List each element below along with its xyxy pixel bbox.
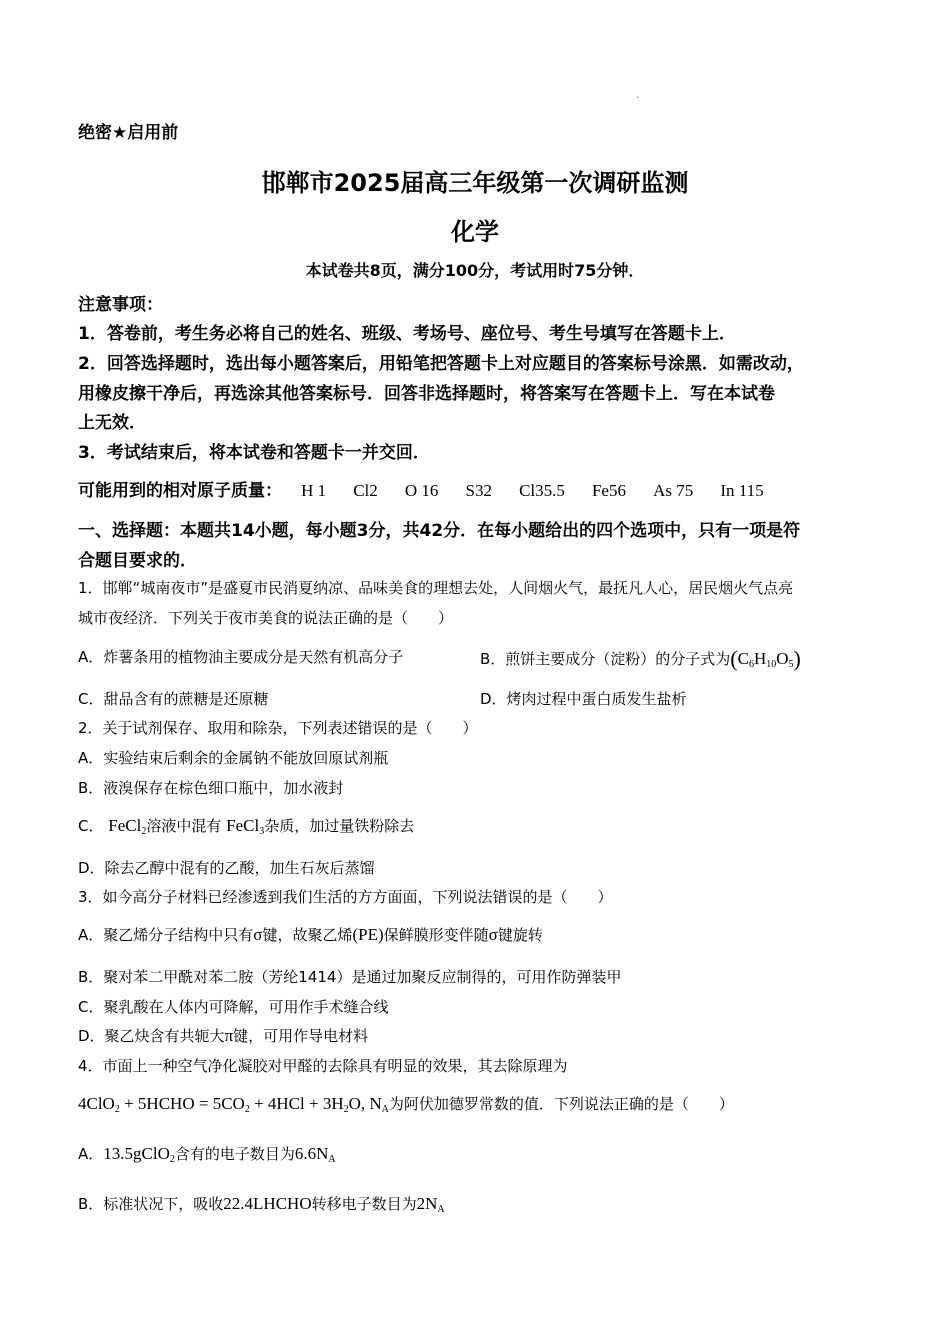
formula-subscript: 10 <box>766 659 777 670</box>
formula-paren-open: ( <box>730 646 738 671</box>
q1-option-d: D．烤肉过程中蛋白质发生盐析 <box>480 690 687 708</box>
q4-option-b-text: B．标准状况下，吸收 <box>78 1195 224 1213</box>
q3-stem: 3．如今高分子材料已经渗透到我们生活的方方面面，下列说法错误的是（ ） <box>78 888 613 906</box>
q3-option-a <box>78 924 543 945</box>
atomic-mass-label: 可能用到的相对原子质量： <box>78 481 282 501</box>
q2-option-c-label: C． <box>78 817 104 835</box>
q3-option-b: B．聚对苯二甲酰对苯二胺（芳纶1414）是通过加聚反应制得的，可用作防弹装甲 <box>78 968 622 986</box>
equation-subscript: 2 <box>114 1104 120 1115</box>
formula-element: C <box>737 649 749 668</box>
q2-option-d: D．除去乙醇中混有的乙酸，加生石灰后蒸馏 <box>78 859 375 877</box>
formula-element: H <box>753 649 767 668</box>
q1-option-b-text: B．煎饼主要成分（淀粉）的分子式为 <box>480 650 731 668</box>
formula-subscript: A <box>437 1204 445 1215</box>
q3-option-d <box>78 1025 368 1046</box>
starch-formula <box>738 649 794 668</box>
equation-text: 4ClO <box>78 1094 115 1113</box>
formula-text: FeCl <box>226 816 260 835</box>
q4-stem: 4．市面上一种空气净化凝胶对甲醛的去除具有明显的效果，其去除原理为 <box>78 1057 568 1075</box>
formula-text: 13.5gClO <box>103 1144 170 1163</box>
q1-option-c: C．甜品含有的蔗糖是还原糖 <box>78 690 269 708</box>
q3-option-d-text: 键，可用作导电材料 <box>233 1027 369 1045</box>
section-1-heading-line-2: 合题目要求的． <box>78 551 197 571</box>
equation-text: O, N <box>348 1094 382 1113</box>
formula-hcho-volume: 22.4LHCHO <box>223 1194 312 1213</box>
secret-label: 绝密★启用前 <box>78 123 179 143</box>
q2-option-a: A．实验结束后剩余的金属钠不能放回原试剂瓶 <box>78 749 389 767</box>
q3-option-c: C．聚乳酸在人体内可降解，可用作手术缝合线 <box>78 998 389 1016</box>
atomic-mass-row <box>78 476 764 501</box>
q2-stem: 2．关于试剂保存、取用和除杂，下列表述错误的是（ ） <box>78 719 478 737</box>
corner-mark: · <box>636 93 640 104</box>
q1-stem-line-1: 1．邯郸“城南夜市”是盛夏市民消夏纳凉、品味美食的理想去处，人间烟火气，最抚凡人心，居民烟火气点亮 <box>78 579 794 597</box>
atomic-mass-value: H 1 <box>301 481 327 500</box>
q4-equation-suffix: 为阿伏加德罗常数的值．下列说法正确的是（ ） <box>388 1095 734 1113</box>
q3-option-d-text: D．聚乙炔含有共轭大 <box>78 1027 225 1045</box>
q2-option-b: B．液溴保存在棕色细口瓶中，加水液封 <box>78 779 344 797</box>
q1-option-a: A．炸薯条用的植物油主要成分是天然有机高分子 <box>78 648 404 666</box>
electron-count <box>295 1144 336 1163</box>
electron-transfer-count <box>417 1194 445 1213</box>
q3-option-a-text: 键，故聚乙烯 <box>262 926 353 944</box>
atomic-mass-value: In 115 <box>720 481 764 500</box>
formula-fecl2 <box>108 816 146 835</box>
formula-subscript: 6 <box>748 659 754 670</box>
formula-text: 6.6N <box>294 1144 329 1163</box>
exam-info: 本试卷共8页，满分100分，考试用时75分钟． <box>305 261 645 280</box>
notice-item-1: 1．答卷前，考生务必将自己的姓名、班级、考场号、座位号、考生号填写在答题卡上． <box>78 324 736 344</box>
notice-item-2-line-2: 用橡皮擦干净后，再选涂其他答案标号．回答非选择题时，将答案写在答题卡上．写在本试卷 <box>78 384 775 404</box>
formula-subscript: 2 <box>169 1154 175 1165</box>
formula-subscript: 3 <box>259 826 265 837</box>
equation-text: + 4HCl + 3H <box>249 1094 344 1113</box>
formula-element: O <box>776 649 789 668</box>
formula-paren-close: ) <box>793 646 801 671</box>
formula-subscript: 5 <box>788 659 794 670</box>
q4-option-a-label: A． <box>78 1145 104 1163</box>
notice-item-2-line-3: 上无效． <box>78 413 146 433</box>
equation-subscript: A <box>381 1104 389 1115</box>
q1-option-b <box>480 646 801 672</box>
sigma-symbol: σ <box>253 925 263 944</box>
formula-text: FeCl <box>108 816 142 835</box>
pi-symbol: π <box>224 1026 234 1045</box>
atomic-mass-value: Cl35.5 <box>519 481 565 500</box>
q3-option-a-text: A．聚乙烯分子结构中只有 <box>78 926 254 944</box>
q4-option-b-mid: 转移电子数目为 <box>311 1195 417 1213</box>
atomic-mass-value: O 16 <box>404 481 439 500</box>
formula-clo2-mass <box>103 1144 175 1163</box>
q3-option-a-text: 键旋转 <box>497 926 543 944</box>
formula-subscript: A <box>328 1154 336 1165</box>
q4-option-b <box>78 1193 445 1214</box>
notice-title: 注意事项： <box>78 295 163 315</box>
formula-fecl3 <box>226 816 264 835</box>
formula-text: 2N <box>416 1194 438 1213</box>
atomic-mass-value: As 75 <box>653 481 694 500</box>
section-1-heading-line-1: 一、选择题：本题共14小题，每小题3分，共42分．在每小题给出的四个选项中，只有一项是符 <box>78 521 801 541</box>
notice-item-3: 3．考试结束后，将本试卷和答题卡一并交回． <box>78 443 430 463</box>
q2-option-c-text: 溶液中混有 <box>146 817 222 835</box>
sigma-symbol: σ <box>488 925 498 944</box>
formula-subscript: 2 <box>141 826 147 837</box>
atomic-mass-value: S32 <box>465 481 492 500</box>
exam-title: 邯郸市2025届高三年级第一次调研监测 <box>261 169 689 197</box>
atomic-mass-value: Cl2 <box>353 481 378 500</box>
equation-subscript: 2 <box>343 1104 349 1115</box>
q1-stem-line-2: 城市夜经济．下列关于夜市美食的说法正确的是（ ） <box>78 609 454 627</box>
q2-option-c-suffix: 杂质，加过量铁粉除去 <box>264 817 415 835</box>
q2-option-c <box>78 815 414 836</box>
pe-abbrev: (PE) <box>352 925 384 944</box>
reaction-equation <box>78 1094 389 1113</box>
atomic-mass-value: Fe56 <box>591 481 626 500</box>
q4-option-a <box>78 1143 336 1164</box>
equation-subscript: 2 <box>244 1104 250 1115</box>
notice-item-2-line-1: 2．回答选择题时，选出每小题答案后，用铅笔把答题卡上对应题目的答案标号涂黑．如需改动， <box>78 354 804 374</box>
q4-equation-line <box>78 1093 734 1114</box>
exam-subject: 化学 <box>451 218 499 246</box>
q3-option-a-text: 保鲜膜形变伴随 <box>383 926 489 944</box>
q4-option-a-text: 含有的电子数目为 <box>174 1145 295 1163</box>
equation-text: + 5HCHO = 5CO <box>119 1094 245 1113</box>
